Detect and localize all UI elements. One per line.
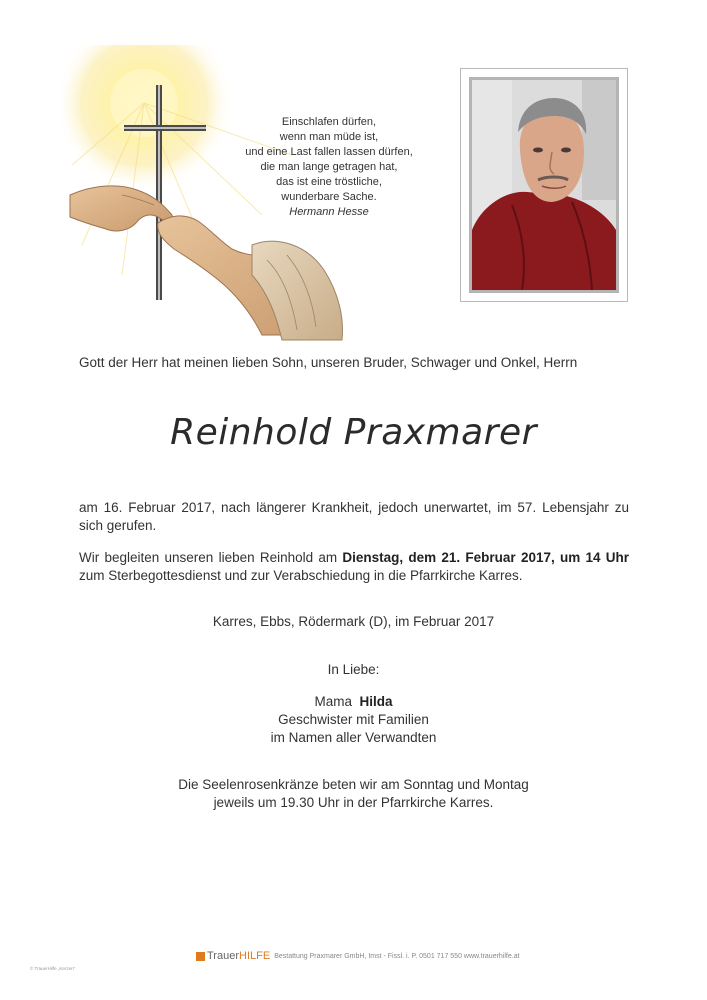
family-relatives: im Namen aller Verwandten [270,730,437,745]
intro-text: Gott der Herr hat meinen lieben Sohn, unseren Bruder, Schwager und Onkel, Herrn [79,355,578,370]
footer-logo-text: Trauer [207,950,239,962]
quote-line: die man lange getragen hat, [260,161,398,173]
quote-line: Einschlafen dürfen, [281,116,377,128]
place-date: Karres, Ebbs, Rödermark (D), im Februar 2017 [212,614,495,629]
family-mother [0,693,707,711]
portrait-photo [469,77,619,293]
rosary-info-line: Die Seelenrosenkränze beten wir am Sonntag und Montag [178,777,529,792]
quote-block [240,115,418,220]
trauerhilfe-logo-icon [196,952,205,961]
funeral-info-paragraph [79,549,629,585]
receiving-hand [158,216,343,340]
family-siblings: Geschwister mit Familien [278,712,429,727]
in-love-heading: In Liebe: [327,662,380,677]
quote-author: Hermann Hesse [289,206,369,218]
portrait-frame [460,68,628,302]
portrait-image [472,80,616,290]
sun [62,45,234,193]
mother-prefix: Mama [314,694,352,709]
quote-line: und eine Last fallen lassen dürfen, [245,146,413,158]
death-notice-paragraph: am 16. Februar 2017, nach längerer Krankheit, jedoch unerwartet, im 57. Lebensjahr zu sich gerufen. [79,500,629,533]
quote-line: wenn man müde ist, [279,131,379,143]
funeral-date-time: Dienstag, dem 21. Februar 2017, um 14 Uhr [342,550,629,565]
footer [196,950,520,964]
funeral-info-text: Wir begleiten unseren lieben Reinhold am [79,550,343,565]
copyright-note: © TrauerHilfe „Kerzen“ [30,966,76,971]
mother-name: Hilda [359,694,393,709]
rosary-info-line: jeweils um 19.30 Uhr in der Pfarrkirche Karres. [213,795,494,810]
quote-line: das ist eine tröstliche, [276,176,382,188]
quote-line: wunderbare Sache. [281,191,377,203]
funeral-info-text: zum Sterbegottesdienst und zur Verabschiedung in die Pfarrkirche Karres. [79,568,523,583]
footer-info: Bestattung Praxmarer GmbH, Imst - Fissl. i. P. 0501 717 550 www.trauerhilfe.at [274,952,520,960]
footer-logo-accent: HILFE [239,950,271,962]
deceased-name: Reinhold Praxmarer [170,412,537,453]
